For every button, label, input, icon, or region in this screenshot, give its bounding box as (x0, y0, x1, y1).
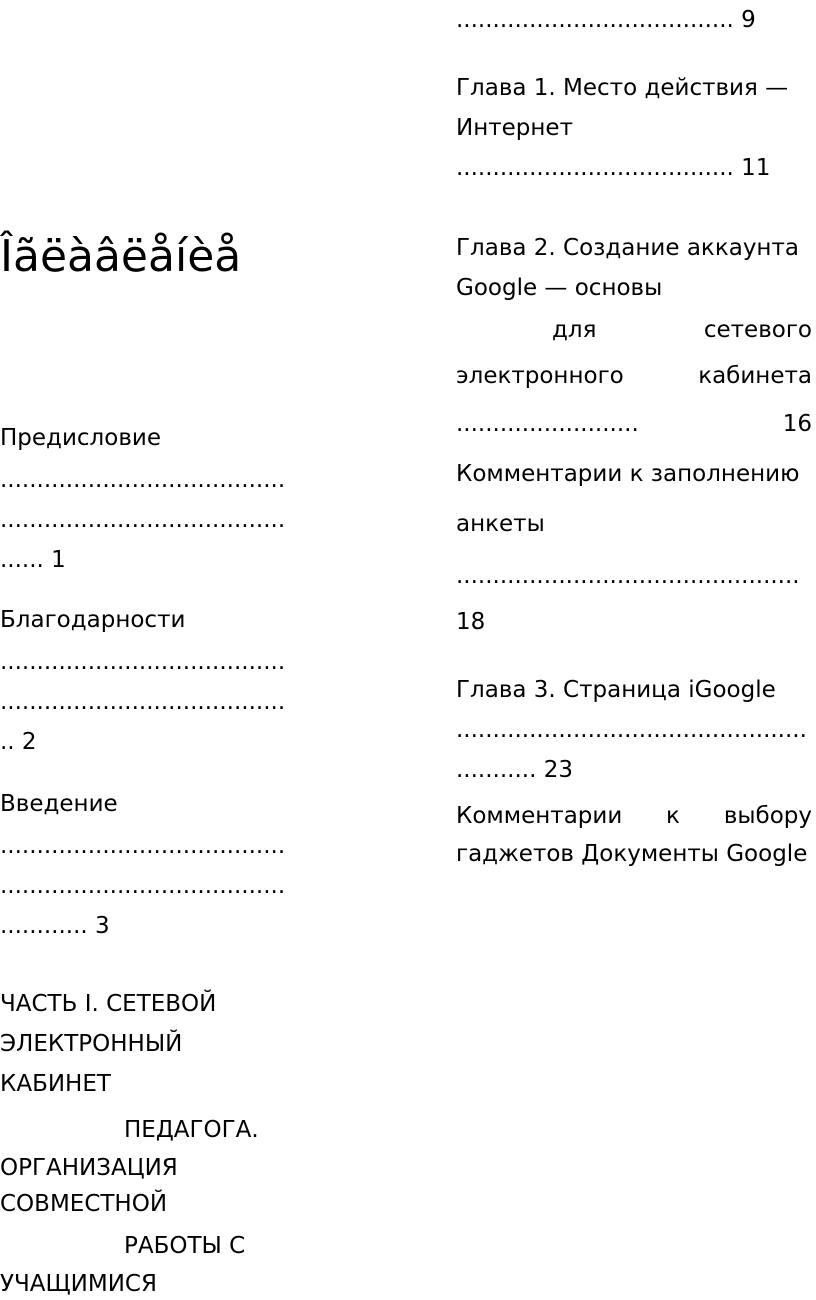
toc-item-comments-gadgets: к (666, 803, 680, 829)
page-number: ...................................... 9 (456, 7, 756, 33)
toc-item-chapter-3: Глава 3. Страница iGoogle (456, 677, 776, 703)
toc-part-line: ОРГАНИЗАЦИЯ (0, 1155, 178, 1181)
leader-dots: ....................................... (0, 689, 286, 715)
toc-part-line: СОВМЕСТНОЙ (0, 1191, 168, 1217)
toc-item-chapter-2: электронного (456, 363, 624, 389)
toc-item-chapter-2: кабинета (698, 363, 812, 389)
toc-item-chapter-2: Глава 2. Создание аккаунта (456, 235, 799, 261)
leader-dots: ....................................... (0, 507, 286, 533)
toc-item-comments-form: анкеты (456, 511, 545, 537)
toc-item-introduction: Введение (0, 791, 118, 817)
toc-item-comments-gadgets: выбору (723, 803, 812, 829)
page-number: ........... 23 (456, 757, 573, 783)
page-number: 18 (456, 609, 486, 635)
toc-part-line: ЭЛЕКТРОННЫЙ (0, 1031, 183, 1057)
toc-item-comments-form: Комментарии к заполнению (456, 461, 800, 487)
toc-part-line: КАБИНЕТ (0, 1071, 111, 1097)
leader-dots: ....................................... (0, 467, 286, 493)
leader-dots: ......................... (456, 411, 639, 437)
toc-item-chapter-2: Google — основы (456, 275, 663, 301)
toc-part-line: УЧАЩИМИСЯ (0, 1271, 157, 1297)
page-number: 16 (782, 411, 812, 437)
page-number: .. 2 (0, 729, 37, 755)
leader-dots: ............................................... (456, 563, 800, 589)
toc-part-line: ЧАСТЬ I. СЕТЕВОЙ (0, 991, 217, 1017)
toc-item-preface: Предисловие (0, 425, 161, 451)
toc-item-comments-gadgets: гаджетов Документы Google (456, 841, 808, 867)
page-number: ...... 1 (0, 547, 66, 573)
toc-item-acknowledgements: Благодарности (0, 607, 186, 633)
page-number: ............ 3 (0, 913, 110, 939)
toc-item-chapter-1: Интернет (456, 115, 573, 141)
leader-dots: ....................................... (0, 873, 286, 899)
leader-dots: ................................................ (456, 717, 807, 743)
toc-item-chapter-2: для (552, 317, 597, 343)
leader-dots: ....................................... (0, 833, 286, 859)
toc-part-line: ПЕДАГОГА. (124, 1117, 259, 1143)
leader-dots: ....................................... (0, 649, 286, 675)
toc-item-chapter-2: сетевого (703, 317, 812, 343)
toc-item-chapter-1: Глава 1. Место действия — (456, 75, 789, 101)
toc-item-comments-gadgets: Комментарии (456, 803, 623, 829)
toc-heading: Îãëàâëåíèå (0, 231, 242, 282)
toc-part-line: РАБОТЫ С (124, 1233, 246, 1259)
page-number: ...................................... 11 (456, 155, 771, 181)
